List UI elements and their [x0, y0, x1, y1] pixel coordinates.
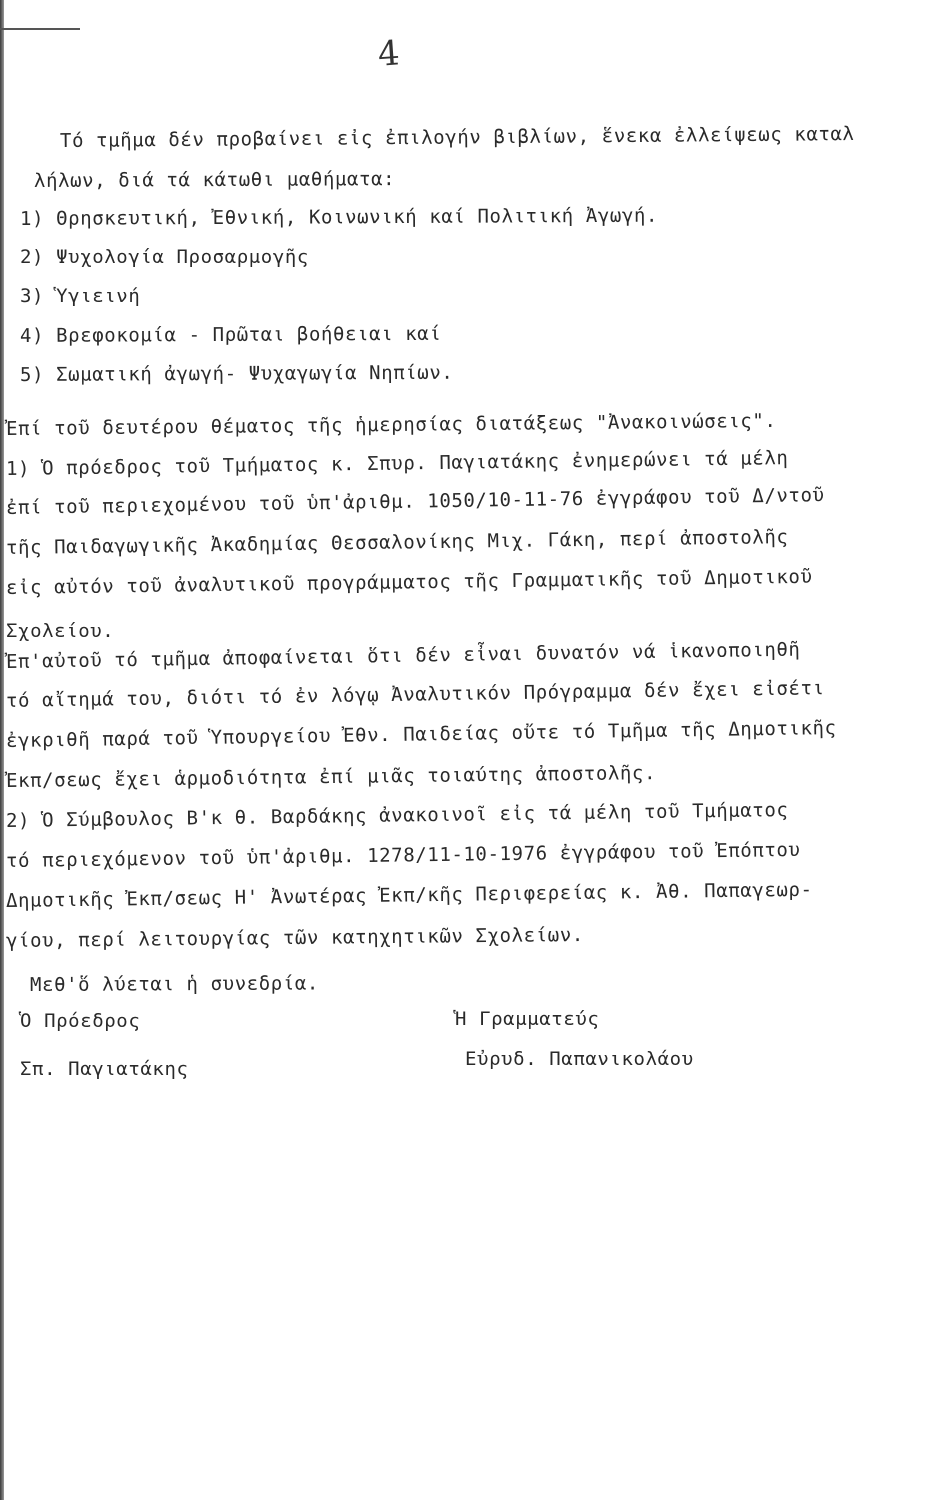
president-name: Σπ. Παγιατάκης [20, 1058, 189, 1080]
text-line: Ἐπί τοῦ δευτέρου θέματος τῆς ἡμερησίας διατάξεως "Ἀνακοινώσεις". [5, 409, 777, 440]
text-line: 2) Ψυχολογία Προσαρμογῆς [20, 246, 309, 268]
text-line: Ἐπ'αὐτοῦ τό τμῆμα ἀποφαίνεται ὅτι δέν εἶναι δυνατόν νά ἱκανοποιηθῆ [5, 638, 801, 673]
text-line: ἐπί τοῦ περιεχομένου τοῦ ὑπ'ἀριθμ. 1050/10-11-76 ἐγγράφου τοῦ Δ/ντοῦ [5, 484, 825, 519]
text-line: 1) Ὁ πρόεδρος τοῦ Τμήματος κ. Σπυρ. Παγιατάκης ἐνημερώνει τά μέλη [5, 447, 789, 480]
text-line: 5) Σωματική ἀγωγή- Ψυχαγωγία Νηπίων. [19, 361, 454, 386]
text-line: Μεθ'ὅ λύεται ἡ συνεδρία. [29, 972, 319, 996]
page-number: 4 [376, 33, 402, 75]
text-line: 3) Ὑγιεινή [20, 285, 141, 307]
page-left-edge [0, 0, 4, 1500]
text-line: Τό τμῆμα δέν προβαίνει εἰς ἐπιλογήν βιβλίων, ἕνεκα ἐλλείψεως καταλ [59, 123, 855, 152]
page-top-edge [0, 28, 80, 30]
text-line: 2) Ὁ Σύμβουλος Β'κ θ. Βαρδάκης ἀνακοινοῖ εἰς τά μέλη τοῦ Τμήματος [5, 799, 789, 832]
secretary-name: Εὐρυδ. Παπανικολάου [465, 1048, 694, 1070]
text-line: γίου, περί λειτουργίας τῶν κατηχητικῶν Σχολείων. [5, 923, 584, 952]
secretary-title: Ἡ Γραμματεύς [455, 1008, 600, 1030]
text-line: Ἐκπ/σεως ἔχει ἁρμοδιότητα ἐπί μιᾶς τοιαύτης ἀποστολῆς. [5, 762, 657, 792]
text-line: λήλων, διά τά κάτωθι μαθήματα: [33, 168, 396, 192]
text-line: 4) Βρεφοκομία - Πρῶται βοήθειαι καί [19, 322, 442, 347]
text-line: τῆς Παιδαγωγικῆς Ἀκαδημίας Θεσσαλονίκης Μιχ. Γάκη, περί ἀποστολῆς [5, 526, 789, 559]
text-line: ἐγκριθῆ παρά τοῦ Ὑπουργείου Ἐθν. Παιδείας οὔτε τό Τμῆμα τῆς Δημοτικῆς [5, 716, 837, 752]
text-line: Δημοτικῆς Ἐκπ/σεως Η' Ἀνωτέρας Ἐκπ/κῆς Περιφερείας κ. Ἀθ. Παπαγεωρ- [5, 878, 813, 912]
president-title: Ὁ Πρόεδρος [20, 1010, 141, 1032]
text-line: τό περιεχόμενον τοῦ ὑπ'ἀριθμ. 1278/11-10-1976 ἐγγράφου τοῦ Ἐπόπτου [5, 838, 801, 872]
text-line: 1) Θρησκευτική, Ἐθνική, Κοινωνική καί Πολιτική Ἀγωγή. [19, 204, 659, 230]
text-line: τό αἴτημά του, διότι τό ἐν λόγῳ Ἀναλυτικόν Πρόγραμμα δέν ἔχει εἰσέτι [5, 677, 825, 712]
text-line: εἰς αὐτόν τοῦ ἀναλυτικοῦ προγράμματος τῆς Γραμματικῆς τοῦ Δημοτικοῦ [5, 565, 813, 599]
text-line: Σχολείου. [6, 620, 115, 642]
